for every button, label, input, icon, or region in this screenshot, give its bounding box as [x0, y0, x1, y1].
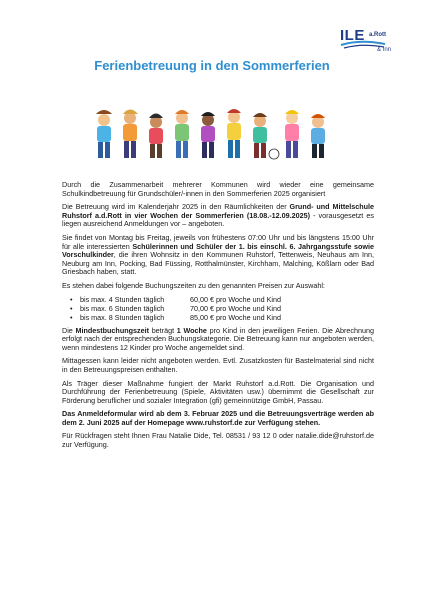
price-label: bis max. 4 Stunden täglich	[80, 294, 165, 304]
price-label: bis max. 6 Stunden täglich	[80, 303, 165, 313]
price-list	[70, 296, 374, 323]
schedule-paragraph	[62, 234, 374, 277]
logo-text-inn: & Inn	[377, 47, 392, 53]
child-figure-1	[96, 110, 112, 158]
main-content	[62, 181, 374, 455]
child-figure-4	[175, 110, 189, 158]
contact-paragraph: Für Rückfragen steht Ihnen Frau Natalie Dide, Tel. 08531 / 93 12 0 oder natalie.dide@ruhstorf.de zur Verfügung.	[62, 431, 374, 450]
lunch-paragraph: Mittagessen kann leider nicht angeboten werden. Evtl. Zusatzkosten für Bastelmaterial sind nicht in den Betreuungspreisen enthalten.	[62, 356, 374, 374]
bullet-icon: •	[70, 312, 73, 322]
logo-text-rott: a.Rott	[369, 32, 386, 38]
bullet-icon: •	[70, 294, 73, 304]
schedule-text-a: Sie findet von Montag bis Freitag, jeweils von frühestens 07:00 Uhr und bis längstens 15:00 Uhr für alle interessierten	[62, 232, 374, 251]
minimum-text-a: Die	[62, 325, 76, 335]
location-text-c: - vorausgesetzt es liegen ausreichend Anmeldungen vor – angeboten.	[62, 210, 374, 229]
children-illustration	[90, 104, 334, 166]
location-text-b: Grund- und Mittelschule Ruhstorf a.d.Rott in vier Wochen der Sommerferien (18.08.-12.09.2025)	[62, 202, 374, 220]
child-figure-9	[311, 114, 325, 158]
minimum-booking-paragraph	[62, 327, 374, 353]
logo-text-ile: ILE	[340, 27, 365, 44]
child-figure-5	[201, 112, 215, 158]
child-figure-3	[149, 114, 163, 159]
price-value: 85,00 € pro Woche und Kind	[190, 312, 281, 322]
minimum-text-b: Mindestbuchungszeit	[75, 325, 149, 335]
child-figure-8	[285, 110, 299, 158]
organizer-paragraph: Als Träger dieser Maßnahme fungiert der Markt Ruhstorf a.d.Rott. Die Organisation und Durchführung der Ferienbetreuung (Spiele, Aktivitäten usw.) übernimmt die Gesellschaft zur Förderung beruflicher und sozialer Integration (gfi) gemeinnützige GmbH, Passau.	[62, 378, 374, 405]
price-list-item	[70, 314, 374, 323]
price-value: 60,00 € pro Woche und Kind	[190, 294, 281, 304]
registration-paragraph	[62, 410, 374, 427]
bullet-icon: •	[70, 303, 73, 313]
child-figure-2	[123, 110, 138, 159]
child-figure-6	[227, 109, 241, 158]
schedule-text-b: Schülerinnen und Schüler der 1. bis einschl. 6. Jahrgangsstufe sowie Vorschulkinder	[62, 241, 374, 260]
intro-paragraph: Durch die Zusammenarbeit mehrerer Kommunen wird wieder eine gemeinsame Schulkindbetreuung für Grundschüler/-innen in den Sommerferien 2025 organisiert	[62, 180, 374, 198]
booking-intro: Es stehen dabei folgende Buchungszeiten zu den genannten Preisen zur Auswahl:	[62, 280, 325, 290]
price-label: bis max. 8 Stunden täglich	[80, 312, 165, 322]
schedule-text-c: , die ihren Wohnsitz in den Kommunen Ruhstorf, Tettenweis, Neuhaus am Inn, Neuburg am Inn, Pocking, Bad Füssing, Rotthalmünster, Kirchham, Malching, Kößlarn oder Bad Griesbach haben, statt.	[62, 250, 374, 277]
minimum-text-e: pro Kind in den jeweiligen Ferien. Die Abrechnung erfolgt nach der entsprechenden Buchungskategorie. Die Betreuung kann nur angeboten werden, wenn mindestens 12 Kinder pro Woche angemeldet sind.	[62, 325, 374, 352]
minimum-text-d: 1 Woche	[176, 325, 207, 335]
price-value: 70,00 € pro Woche und Kind	[190, 303, 281, 313]
minimum-text-c: beträgt	[148, 325, 177, 335]
registration-text: Das Anmeldeformular wird ab dem 3. Februar 2025 und die Betreuungsverträge werden ab dem 2. Juni 2025 auf der Homepage www.ruhstorf.de zur Verfügung stehen.	[62, 409, 374, 427]
location-text-a: Die Betreuung wird im Kalenderjahr 2025 in den Räumlichkeiten der	[62, 202, 290, 212]
child-figure-7	[253, 113, 279, 159]
page-title: Ferienbetreuung in den Sommerferien	[94, 58, 330, 73]
location-paragraph	[62, 203, 374, 229]
